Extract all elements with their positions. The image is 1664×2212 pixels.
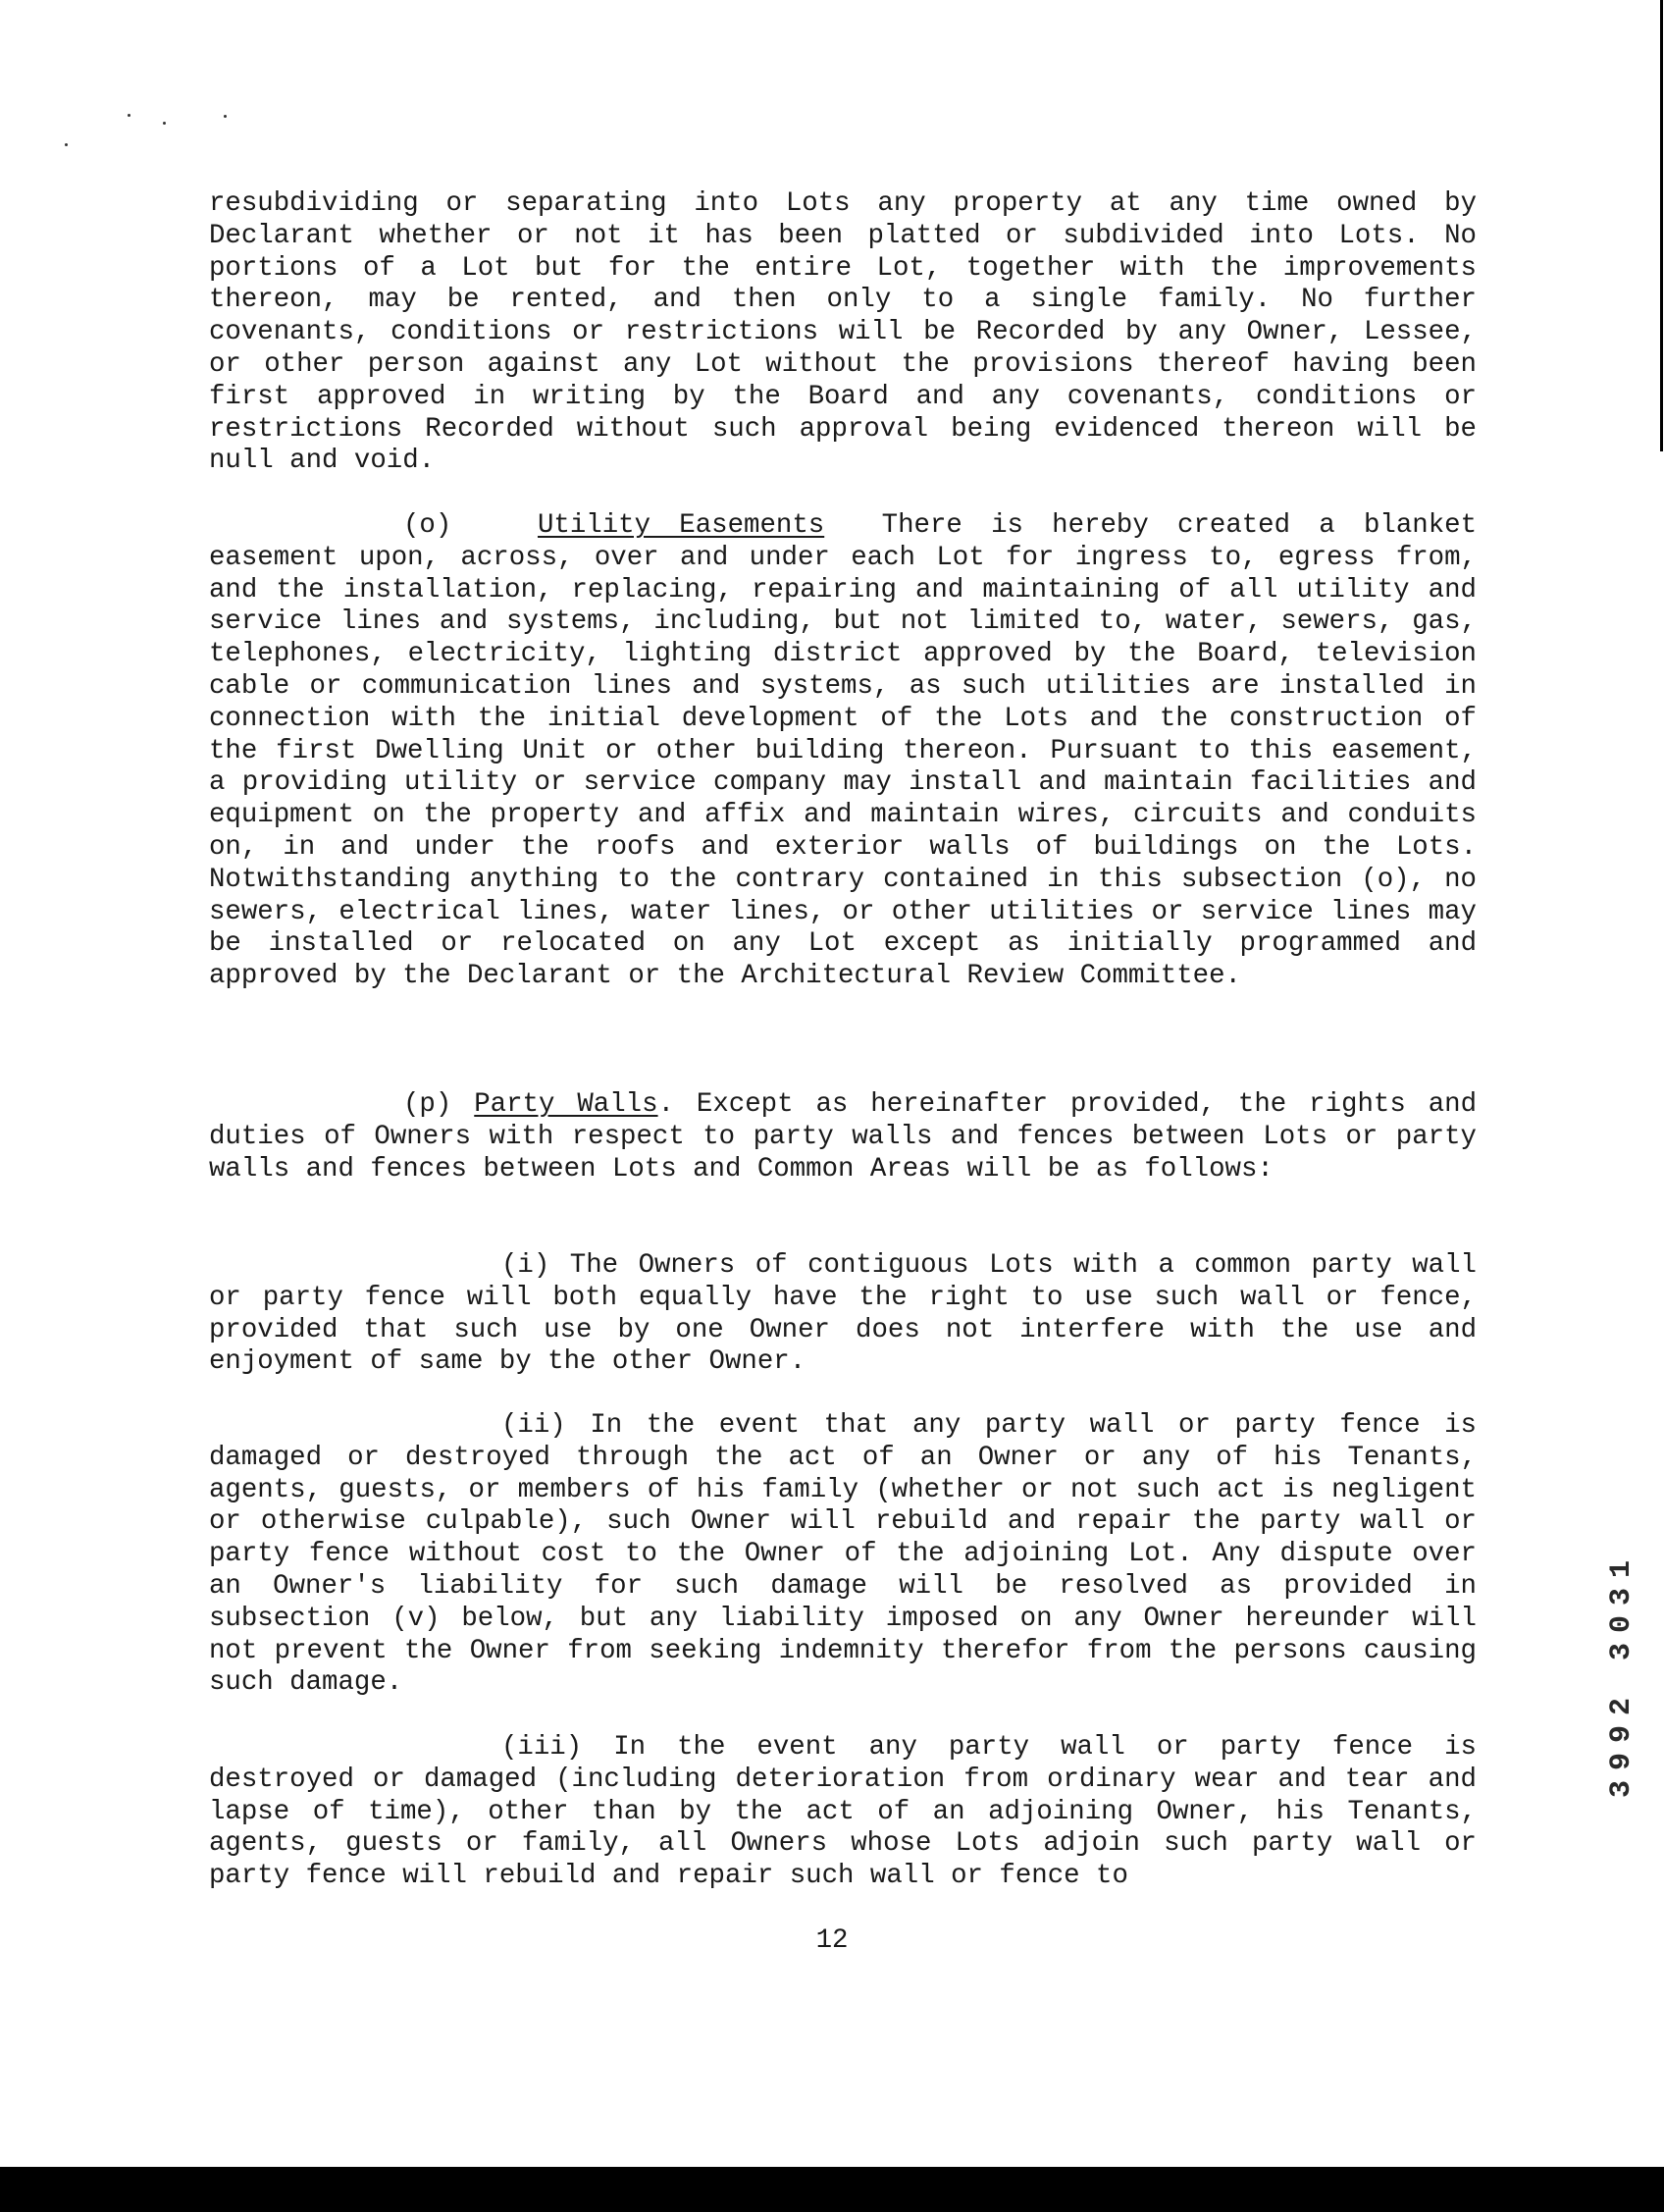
scan-edge-line bbox=[1660, 0, 1663, 451]
scan-speck bbox=[163, 122, 166, 125]
subsection-i: (i) The Owners of contiguous Lots with a common party wall or party fence will both equally have the right to use such wall or fence, provided that such use by one Owner does not interfere with the use and enjoyment of same by the other Owner. bbox=[209, 1250, 1477, 1378]
subsection-iii: (iii) In the event any party wall or party fence is destroyed or damaged (including deterioration from ordinary wear and tear and lapse of time), other than by the act of an adjoining Owner, his Tenants, agents, guests or family, all Owners whose Lots adjoin such party wall or party fence will rebuild and repair such wall or fence to bbox=[209, 1732, 1477, 1892]
subsection-ii: (ii) In the event that any party wall or party fence is damaged or destroyed through the act of an Owner or any of his Tenants, agents, guests, or members of his family (whether or not such act is negligent or otherwise culpable), such Owner will rebuild and repair the party wall or party fence without cost to the Owner of the adjoining Lot. Any dispute over an Owner's liability for such damage will be resolved as provided in subsection (v) below, but any liability imposed on any Owner hereunder will not prevent the Owner from seeking indemnity therefor from the persons causing such damage. bbox=[209, 1410, 1477, 1699]
section-p-body: . Except as hereinafter provided, the rights and duties of Owners with respect to party walls and fences between Lots or party walls and fences between Lots and Common Areas will be as follows: bbox=[209, 1089, 1478, 1185]
recording-number-stamp: 3992 3031 bbox=[1605, 1551, 1638, 1799]
scan-bottom-border bbox=[0, 2167, 1664, 2212]
section-p-heading: Party Walls bbox=[474, 1089, 658, 1120]
scan-speck bbox=[65, 143, 68, 146]
section-o-body: There is hereby created a blanket easement upon, across, over and under each Lot for ingress to, egress from, and the installation, replacing, repairing and maintaining of all utility and service lines and systems, including, but not limited to, water, sewers, gas, telephones, electricity, lighting district approved by the Board, television cable or communication lines and systems, as such utilities are installed in connection with the initial development of the Lots and the construction of the first Dwelling Unit or other building thereon. Pursuant to this easement, a providing utility or service company may install and maintain facilities and equipment on the property and affix and maintain wires, circuits and conduits on, in and under the roofs and exterior walls of buildings on the Lots. Notwithstanding anything to the contrary contained in this subsection (o), no sewers, electrical lines, water lines, or other utilities or service lines may be installed or relocated on any Lot except as initially programmed and approved by the Declarant or the Architectural Review Committee. bbox=[209, 510, 1477, 992]
section-o-utility-easements bbox=[209, 510, 1477, 993]
section-o-heading: Utility Easements bbox=[537, 510, 825, 541]
section-o-label: (o) bbox=[403, 510, 452, 541]
page-number: 12 bbox=[815, 1925, 849, 1956]
section-p-party-walls bbox=[209, 1089, 1477, 1185]
scan-speck bbox=[224, 115, 227, 118]
paragraph-resubdividing: resubdividing or separating into Lots any property at any time owned by Declarant whether or not it has been platted or subdivided into Lots. No portions of a Lot but for the entire Lot, together with the improvements thereon, may be rented, and then only to a single family. No further covenants, conditions or restrictions will be Recorded by any Owner, Lessee, or other person against any Lot without the provisions thereof having been first approved in writing by the Board and any covenants, conditions or restrictions Recorded without such approval being evidenced thereon will be null and void. bbox=[209, 188, 1477, 477]
section-p-label: (p) bbox=[403, 1089, 452, 1120]
scan-speck bbox=[128, 114, 130, 117]
